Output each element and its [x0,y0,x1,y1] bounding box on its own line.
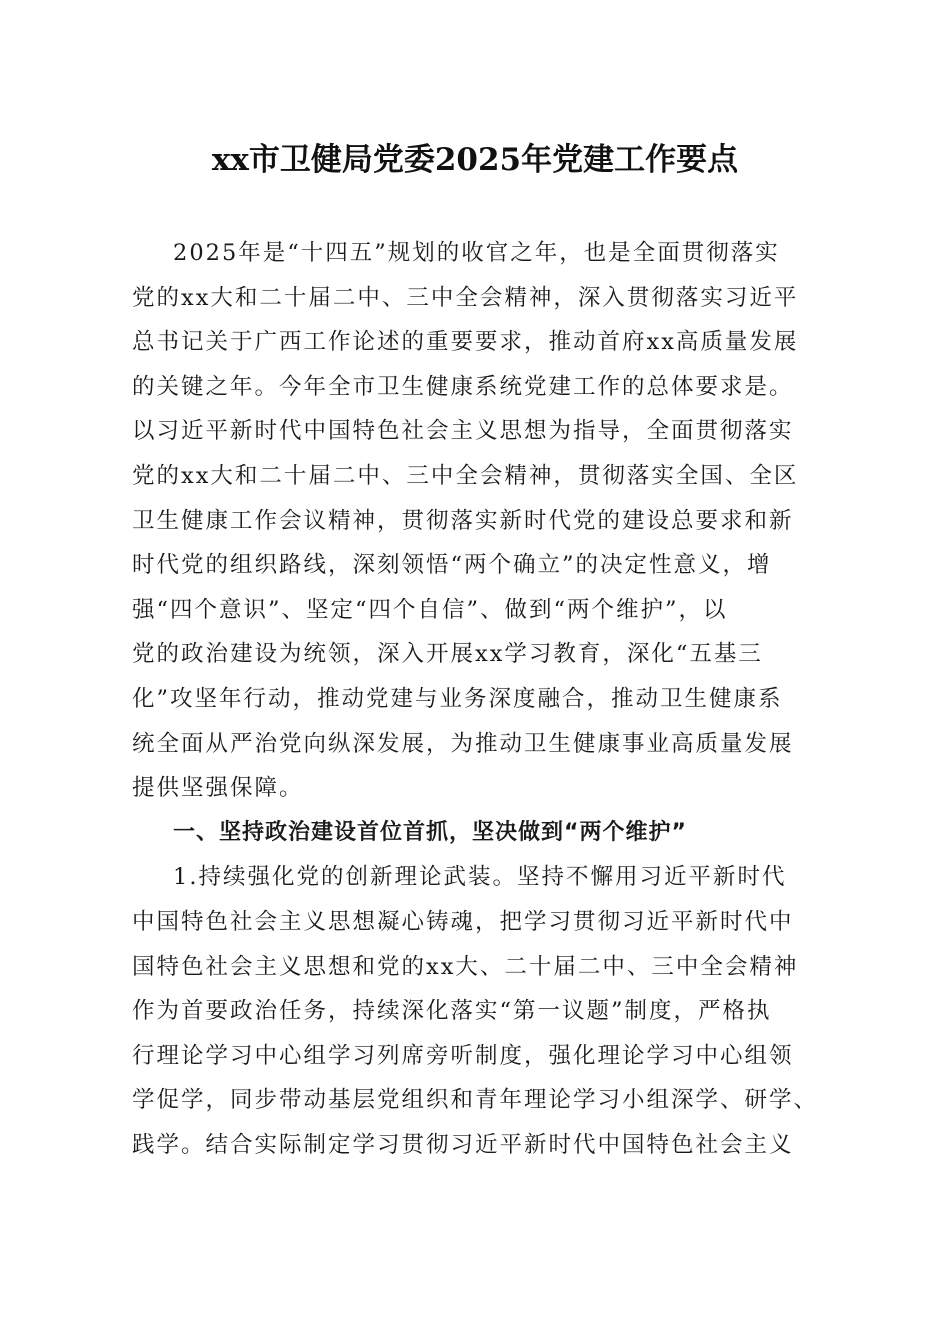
intro-line: 党的xx大和二十届二中、三中全会精神，深入贯彻落实习近平 [132,284,799,311]
intro-line: 卫生健康工作会议精神，贯彻落实新时代党的建设总要求和新 [132,507,794,534]
intro-line: 化”攻坚年行动，推动党建与业务深度融合，推动卫生健康系 [132,685,783,712]
section-heading: 一、坚持政治建设首位首抓，坚决做到“两个维护” [173,819,687,845]
item-line: 学促学，同步带动基层党组织和青年理论学习小组深学、研学、 [132,1087,819,1114]
item-line: 践学。结合实际制定学习贯彻习近平新时代中国特色社会主义 [132,1131,794,1158]
item-line: 国特色社会主义思想和党的xx大、二十届二中、三中全会精神 [132,953,799,980]
intro-line: 以习近平新时代中国特色社会主义思想为指导，全面贯彻落实 [132,418,794,445]
item-line: 作为首要政治任务，持续深化落实“第一议题”制度，严格执 [132,998,772,1025]
intro-line: 的关键之年。今年全市卫生健康系统党建工作的总体要求是。 [132,373,794,400]
intro-line: 党的xx大和二十届二中、三中全会精神，贯彻落实全国、全区 [132,462,799,489]
item-line: 中国特色社会主义思想凝心铸魂，把学习贯彻习近平新时代中 [132,908,794,935]
intro-line: 提供坚强保障。 [132,775,304,802]
intro-line: 时代党的组织路线，深刻领悟“两个确立”的决定性意义，增 [132,552,772,579]
intro-line: 2025年是“十四五”规划的收官之年，也是全面贯彻落实 [173,240,780,266]
intro-line: 总书记关于广西工作论述的重要要求，推动首府xx高质量发展 [132,329,799,356]
document-title: xx市卫健局党委2025年党建工作要点 [211,142,739,178]
item-line: 1.持续强化党的创新理论武装。坚持不懈用习近平新时代 [173,864,787,891]
intro-line: 统全面从严治党向纵深发展，为推动卫生健康事业高质量发展 [132,730,794,757]
intro-line: 强“四个意识”、坚定“四个自信”、做到“两个维护”，以 [132,596,728,623]
document-body [132,231,833,1167]
item-line: 行理论学习中心组学习列席旁听制度，强化理论学习中心组领 [132,1042,794,1069]
intro-line: 党的政治建设为统领，深入开展xx学习教育，深化“五基三 [132,641,763,668]
